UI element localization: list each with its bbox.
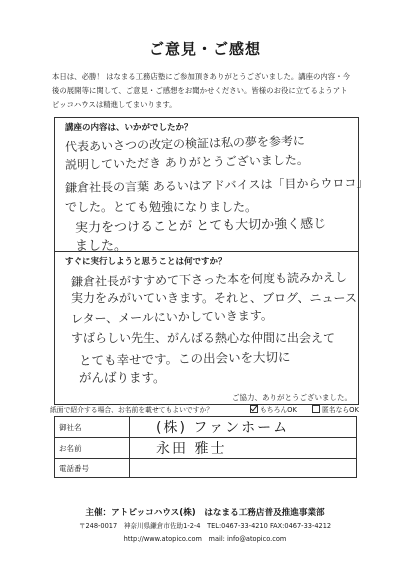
handwritten-answer-line: とても幸せです。この出会いを大切に [78, 349, 291, 368]
consent-option-yes-label: もちろんOK [260, 406, 297, 414]
table-row [55, 438, 357, 459]
table-row [55, 459, 357, 478]
phone-label: 電話番号 [55, 459, 130, 478]
table-row [55, 417, 357, 438]
handwritten-answer-line: がんばります。 [79, 370, 166, 385]
handwritten-answer-line: 実力をみがいていきます。それと、ブログ、ニュース [71, 291, 357, 305]
handwritten-answer-line: 代表あいさつの改定の検証は私の夢を参考に [64, 133, 306, 154]
web-line: http://www.atopico.com mail: info@atopico.com [123, 535, 287, 543]
handwritten-answer-line: 説明していただき ありがとうございました。 [64, 152, 309, 172]
checkbox-checked-icon[interactable] [250, 405, 258, 413]
phone-field[interactable] [130, 459, 357, 478]
consent-option-anonymous[interactable] [312, 404, 359, 416]
question-2-box [54, 251, 359, 405]
handwritten-answer-line: 鎌倉社長の言葉 あるいはアドバイスは「目からウロコ」 [64, 175, 369, 195]
handwritten-answer-line: すばらしい先生、がんばる熱心な仲間に出会えて [71, 331, 336, 345]
intro-line: 後の展開等に関して、ご意見・ご感想をお聞かせください。皆様のお役に立てるようアト [52, 86, 348, 95]
handwritten-answer-line: ました。 [75, 239, 128, 254]
consent-option-yes[interactable] [250, 404, 297, 416]
form-title: ご意見・ご感想 [148, 40, 261, 58]
intro-line: 本日は、必勝！ はなまる工務店塾にご参加頂きありがとうございました。講座の内容・今 [52, 72, 350, 81]
handwritten-answer-line: 実力をつけることが とても大切か強く感じ [74, 216, 327, 236]
checkbox-icon[interactable] [312, 405, 320, 413]
intro-line: ピッコハウスは精進してまいります。 [52, 100, 177, 109]
question-2-label: すぐに実行しようと思うことは何ですか？ [65, 257, 227, 267]
handwritten-answer-line: 鎌倉社長がすすめて下さった本を何度も読みかえし [70, 270, 348, 289]
name-consent-row [50, 404, 370, 416]
thanks-note: ご協力、ありがとうございました。 [232, 393, 352, 402]
name-field[interactable]: 永田 雅士 [130, 438, 357, 459]
question-1-label: 講座の内容は、いかがでしたか？ [65, 123, 193, 133]
name-label: お名前 [55, 438, 130, 459]
address-line: 〒248-0017 神奈川県鎌倉市佐助1-2-4 TEL:0467-33-4210 FAX:0467-33-4212 [78, 522, 332, 530]
contact-info-table [54, 416, 357, 478]
intro-text [52, 70, 368, 112]
consent-option-anonymous-label: 匿名ならOK [322, 406, 359, 414]
company-field[interactable]: (株) ファンホーム [130, 417, 357, 438]
question-1-box [54, 117, 369, 254]
company-label: 御社名 [55, 417, 130, 438]
organizer-line: 主催：アトピッコハウス(株) はなまる工務店普及推進事業部 [85, 508, 325, 518]
handwritten-answer-line: でした。とても勉強になりました。 [65, 200, 258, 214]
consent-question: 紙面で紹介する場合、お名前を載せてもよいですか？ [50, 406, 214, 414]
handwritten-answer-line: レター、メールにいかしていきます。 [70, 308, 273, 326]
